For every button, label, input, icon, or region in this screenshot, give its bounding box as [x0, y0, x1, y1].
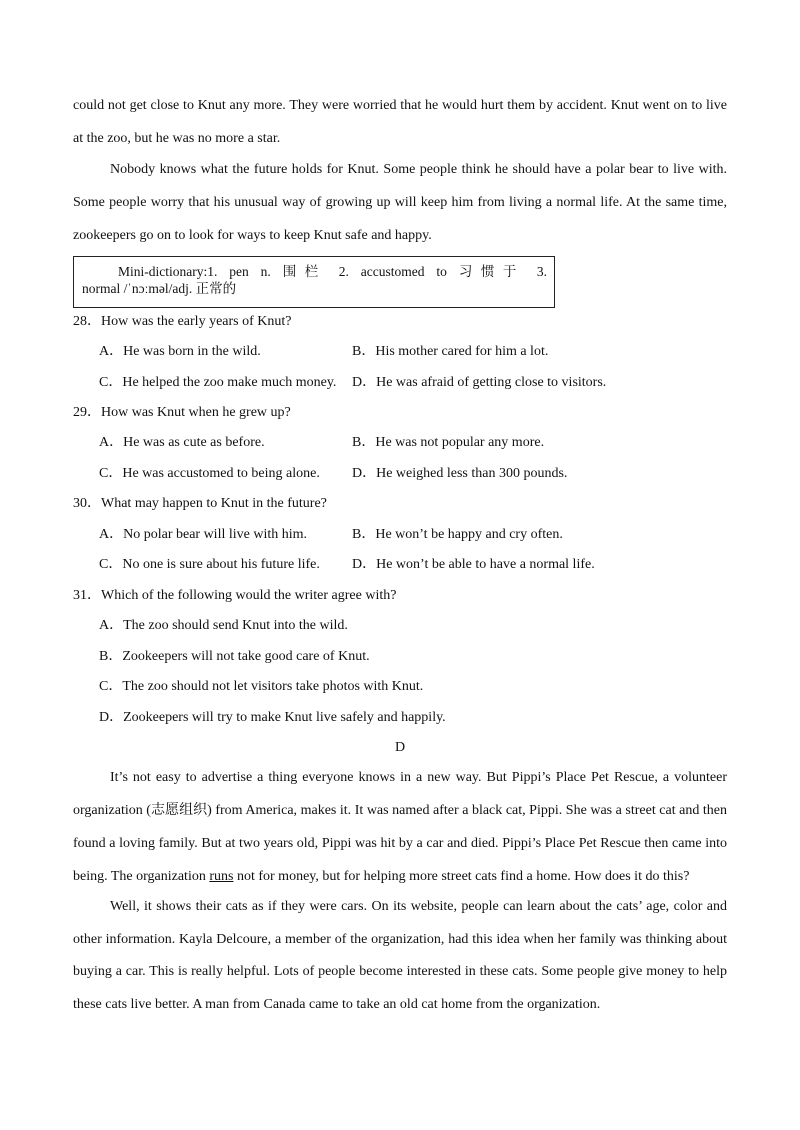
mini-dictionary-line: Mini-dictionary:1. pen n. 围栏 2. accustomed to 习惯于 3.	[118, 264, 547, 279]
passage-d-line: found a loving family. But at two years old, Pippi was hit by a car and died. Pippi’s Place Pet Rescue then came into	[73, 836, 727, 851]
answer-option: A．He was as cute as before.	[99, 435, 265, 450]
question-stem: 29．How was Knut when he grew up?	[73, 405, 291, 420]
answer-option: A．No polar bear will live with him.	[99, 527, 308, 542]
passage-d-line: It’s not easy to advertise a thing everyone knows in a new way. But Pippi’s Place Pet Rescue, a volunteer	[110, 770, 727, 785]
passage-d-line: other information. Kayla Delcoure, a member of the organization, had this idea when her family was thinking about	[73, 932, 727, 947]
mini-dictionary-line: normal /ˈnɔːməl/adj. 正常的	[82, 281, 237, 296]
passage-d-line: buying a car. This is really helpful. Lots of people become interested in these cats. Some people give money to help	[73, 964, 727, 979]
answer-option: D．Zookeepers will try to make Knut live safely and happily.	[99, 710, 446, 725]
answer-option: A．He was born in the wild.	[99, 344, 261, 359]
answer-option: D．He weighed less than 300 pounds.	[352, 466, 568, 481]
answer-option: C．No one is sure about his future life.	[99, 557, 320, 572]
passage-d-line	[73, 868, 727, 886]
section-heading: D	[394, 740, 406, 755]
answer-option: C．He was accustomed to being alone.	[99, 466, 320, 481]
passage-d-line: these cats live better. A man from Canada came to take an old cat home from the organization.	[73, 997, 601, 1012]
passage-c-line: at the zoo, but he was no more a star.	[73, 131, 281, 146]
answer-option: C．The zoo should not let visitors take photos with Knut.	[99, 679, 424, 694]
answer-option: D．He was afraid of getting close to visitors.	[352, 375, 607, 390]
passage-c-line: could not get close to Knut any more. They were worried that he would hurt them by accident. Knut went on to live	[73, 98, 727, 113]
mini-dictionary-box	[73, 256, 555, 308]
passage-d-line: organization (志愿组织) from America, makes it. It was named after a black cat, Pippi. She was a street cat and then	[73, 803, 727, 818]
question-stem: 31．Which of the following would the writer agree with?	[73, 588, 397, 603]
line-text: being. The organization	[73, 869, 210, 884]
passage-c-line: zookeepers go on to look for ways to keep Knut safe and happy.	[73, 228, 432, 243]
line-text: not for money, but for helping more street cats find a home. How does it do this?	[233, 869, 690, 884]
answer-option: A．The zoo should send Knut into the wild.	[99, 618, 348, 633]
passage-c-line: Nobody knows what the future holds for Knut. Some people think he should have a polar bear to live with.	[110, 162, 727, 177]
question-stem: 30．What may happen to Knut in the future?	[73, 496, 327, 511]
answer-option: D．He won’t be able to have a normal life.	[352, 557, 595, 572]
underlined-word: runs	[209, 869, 234, 884]
answer-option: B．He was not popular any more.	[352, 435, 545, 450]
passage-c-line: Some people worry that his unusual way of growing up will keep him from living a normal life. At the same time,	[73, 195, 727, 210]
answer-option: B．His mother cared for him a lot.	[352, 344, 549, 359]
passage-d-line: Well, it shows their cats as if they were cars. On its website, people can learn about the cats’ age, color and	[110, 899, 727, 914]
answer-option: C．He helped the zoo make much money.	[99, 375, 337, 390]
question-stem: 28．How was the early years of Knut?	[73, 314, 292, 329]
answer-option: B．He won’t be happy and cry often.	[352, 527, 563, 542]
answer-option: B．Zookeepers will not take good care of Knut.	[99, 649, 370, 664]
